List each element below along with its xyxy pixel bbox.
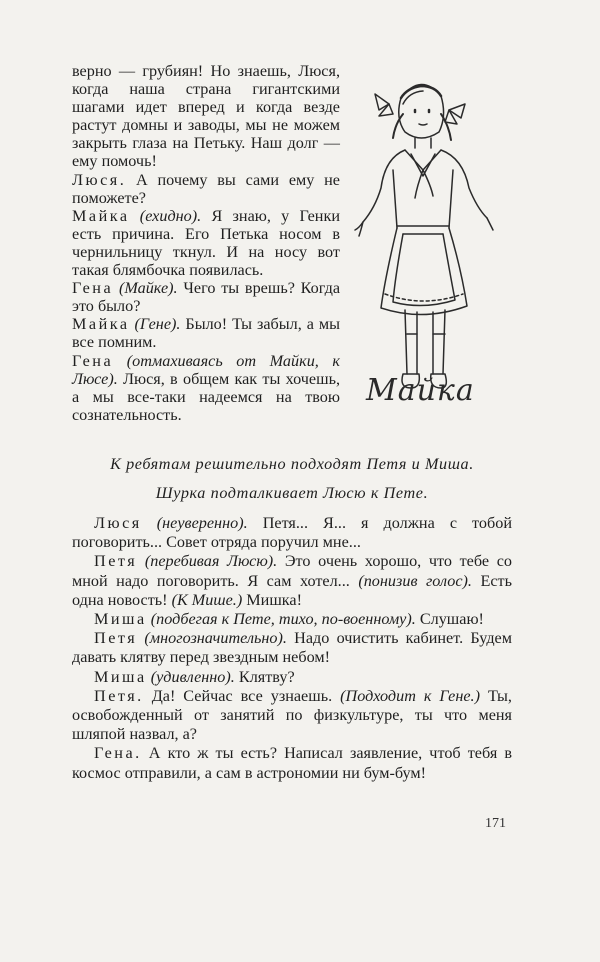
stage-remark: (Гене). (129, 315, 181, 334)
stage-remark: (многозначительно). (137, 629, 287, 648)
page-number: 171 (485, 816, 506, 831)
paragraph: Майка (Гене). Было! Ты забыл, а мы все помним. (72, 315, 340, 352)
speaker-name: Гена (72, 351, 114, 370)
stage-remark: (К Мише.) (171, 590, 243, 609)
paragraph: Миша (удивленно). Клятву? (94, 667, 295, 686)
speaker-name: Миша (94, 610, 147, 629)
top-text-column (72, 62, 340, 424)
paragraph: Гена (отмахиваясь от Майки, к Люсе). Люся, в общем как ты хочешь, а мы все-таки надеемся на твою сознательность. (72, 351, 340, 424)
speaker-name: Петя (94, 552, 138, 571)
paragraph: Петя (многозначительно). Надо очистить кабинет. Будем давать клятву перед звездным небом! (72, 629, 512, 667)
paragraph: Гена. А кто ж ты есть? Написал заявление, чтоб тебя в космос отправили, а сам в астрономии ни бум-бум! (72, 744, 512, 782)
paragraph: Петя. Да! Сейчас все узнаешь. (Подходит к Гене.) Ты, освобожденный от занятий по физкультуре, ты что меня шляпой назвал, а? (72, 686, 512, 744)
speaker-name: Майка (72, 315, 130, 334)
speaker-name: Люся. (72, 170, 127, 189)
bottom-text-column (72, 514, 512, 783)
stage-remark: (ехидно). (129, 206, 202, 225)
stage-remark: (понизив голос). (358, 571, 472, 590)
illustration-caption: Майка (366, 373, 475, 408)
paragraph: Люся (неуверенно). Петя... Я... я должна с тобой поговорить... Совет отряда поручил мне... (72, 514, 512, 552)
paragraph: Петя (перебивая Люсю). Это очень хорошо, что тебе со мной надо поговорить. Я сам хотел... (понизив голос). Есть одна новость! (К Мише.) Мишка! (72, 552, 513, 609)
stage-remark: (отмахиваясь от Майки, к Люсе). (72, 351, 340, 388)
stage-direction: Шурка подталкивает Люсю к Пете. (155, 484, 429, 502)
speaker-name: Люся (94, 514, 142, 532)
stage-remark: (перебивая Люсю). (137, 552, 278, 571)
stage-remark: (подбегая к Пете, тихо, по-военному). (146, 610, 416, 629)
speaker-name: Миша (94, 667, 147, 686)
stage-remark: (Майке). (113, 279, 178, 298)
stage-remark: (Подходит к Гене.) (340, 686, 480, 705)
paragraph: Миша (подбегая к Пете, тихо, по-военному). Слушаю! (94, 610, 484, 629)
speaker-name: Гена (72, 279, 114, 298)
stage-direction: К ребятам решительно подходят Петя и Миша. (110, 455, 474, 473)
stage-remark: (удивленно). (146, 667, 235, 686)
paragraph: Гена (Майке). Чего ты врешь? Когда это было? (72, 279, 341, 316)
speaker-name: Петя. (94, 686, 144, 705)
speaker-name: Майка (72, 206, 130, 225)
speaker-name: Петя (94, 629, 138, 648)
speaker-name: Гена. (94, 744, 142, 763)
paragraph: Люся. А почему вы сами ему не поможете? (72, 170, 340, 207)
maika-illustration (345, 58, 515, 418)
stage-remark: (неуверенно). (141, 514, 248, 532)
paragraph: верно — грубиян! Но знаешь, Люся, когда наша страна гигантскими шагами идет вперед и когда везде растут домны и заводы, мы не можем закрыть глаза на Петьку. Наш долг — ему помочь! (72, 62, 340, 171)
paragraph: Майка (ехидно). Я знаю, у Генки есть причина. Его Петька носом в чернильницу ткнул. И на носу вот такая блямбочка появилась. (72, 206, 341, 280)
